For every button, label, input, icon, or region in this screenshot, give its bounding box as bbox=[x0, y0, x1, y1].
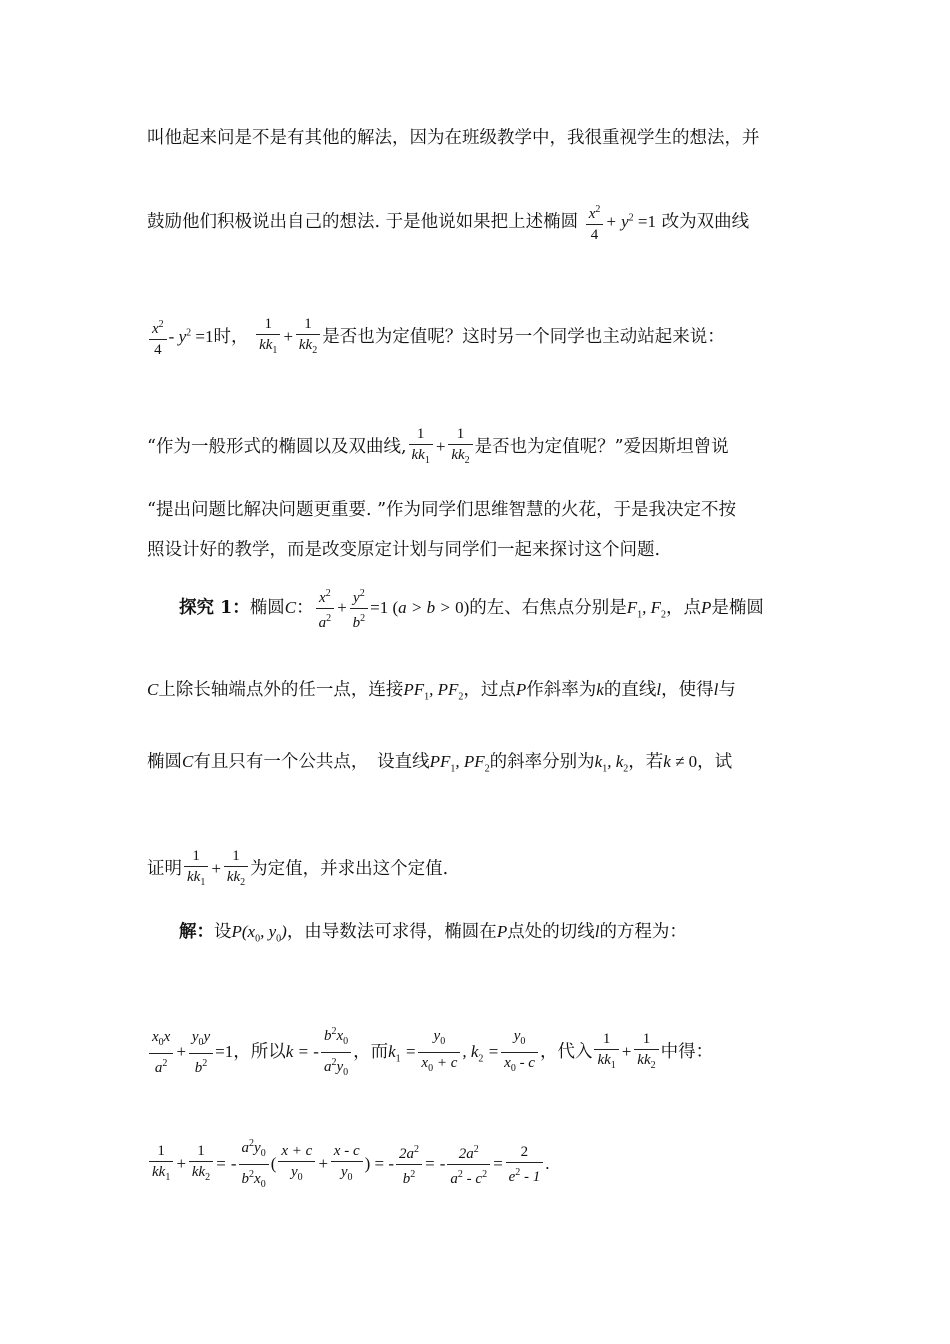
explore-label: 探究 1： bbox=[179, 598, 250, 618]
solution-label: 解： bbox=[179, 922, 214, 942]
paragraph-line-1: 叫他起来问是不是有其他的解法，因为在班级教学中，我很重视学生的想法，并 bbox=[147, 128, 760, 148]
text-run: “作为一般形式的椭圆以及双曲线, bbox=[147, 437, 407, 457]
text-run: 作斜率为 bbox=[526, 680, 597, 700]
text-run: 与 bbox=[718, 680, 736, 700]
formula-fraction: $\frac{2a^2}{a^2 - c^2}$ bbox=[447, 1140, 490, 1189]
paragraph-line-3: $\frac{x^2}{4}$ - $y^2 =1$时， $\frac{1}{kk_1}$ + $\frac{1}{kk_2}$ 是否也为定值呢？这时另一个同学也主动站起来说： bbox=[147, 314, 810, 361]
paragraph-line-5: “提出问题比解决问题更重要. ”作为同学们思维智慧的火花，于是我决定不按 bbox=[147, 500, 737, 520]
text-run: ，由导数法可求得，椭圆在 bbox=[286, 922, 497, 942]
paragraph-line-8: C上除长轴端点外的任一点，连接$PF_1$, $PF_2$，过点P作斜率为k的直线l，使得l与 bbox=[147, 680, 736, 703]
text-run: 是椭圆 bbox=[711, 598, 764, 618]
text-run: ，点 bbox=[666, 598, 702, 618]
paragraph-line-6: 照设计好的教学，而是改变原定计划与同学们一起来探讨这个问题. bbox=[147, 540, 661, 560]
formula-fraction: $\frac{2}{e^2 - 1}$ bbox=[506, 1142, 544, 1187]
formula-fraction: $\frac{1}{kk_2}$ bbox=[634, 1029, 658, 1076]
formula-fraction: $\frac{x - c}{y_0}$ bbox=[331, 1141, 363, 1188]
formula-fraction: $\frac{y_0}{x_0 - c}$ bbox=[501, 1026, 538, 1079]
text-run: 设 bbox=[214, 922, 232, 942]
explore-line: 探究 1：椭圆C： $\frac{x^2}{a^2}$ + $\frac{y^2}{b^2}$ =1 (a > b > 0)的左、右焦点分别是$F_1$, $F_2$，点P是椭圆 bbox=[147, 584, 810, 633]
text-run: 椭圆 bbox=[147, 752, 182, 772]
text-run: 的直线 bbox=[603, 680, 657, 700]
text-run: 改为双曲线 bbox=[661, 212, 750, 232]
formula-fraction: $\frac{2a^2}{b^2}$ bbox=[396, 1140, 422, 1189]
formula-fraction: $\frac{1}{kk_2}$ bbox=[448, 424, 472, 471]
paragraph-line-9: 椭圆C有且只有一个公共点， 设直线$PF_1$, $PF_2$的斜率分别为$k_1$, $k_2$，若k ≠ 0，试 bbox=[147, 752, 733, 775]
text-run: 中得： bbox=[660, 1042, 714, 1062]
formula-fraction: $\frac{x^2}{4}$ bbox=[149, 315, 167, 360]
formula-fraction: $\frac{b^2x_0}{a^2y_0}$ bbox=[321, 1022, 351, 1083]
formula-fraction: $\frac{1}{kk_2}$ bbox=[224, 846, 248, 893]
formula-fraction: $\frac{1}{kk_1}$ bbox=[594, 1029, 618, 1076]
paragraph-line-2: 鼓励他们积极说出自己的想法. 于是他说如果把上述椭圆 $\frac{x^2}{4}$ + $y^2 =1$ 改为双曲线 bbox=[147, 200, 810, 245]
formula-fraction: $\frac{y_0}{x_0 + c}$ bbox=[418, 1026, 460, 1079]
formula-fraction: $\frac{y_0y}{b^2}$ bbox=[189, 1027, 213, 1078]
text-run: 椭圆 bbox=[249, 598, 285, 618]
text-run: 证明 bbox=[147, 859, 182, 879]
text-run: 的左、右焦点分别是 bbox=[469, 598, 627, 618]
formula-fraction: $\frac{1}{kk_1}$ bbox=[256, 314, 280, 361]
text-run: ，使得 bbox=[661, 680, 714, 700]
text-run: ，而 bbox=[353, 1042, 389, 1062]
formula-fraction: $\frac{y^2}{b^2}$ bbox=[350, 584, 369, 633]
formula-fraction: $\frac{1}{kk_1}$ bbox=[409, 424, 433, 471]
formula-fraction: $\frac{1}{kk_2}$ bbox=[189, 1141, 213, 1188]
formula-fraction: $\frac{1}{kk_1}$ bbox=[149, 1141, 173, 1188]
text-run: ，试 bbox=[697, 752, 733, 772]
solution-line: 解：设$P(x_0$, $y_0$)，由导数法可求得，椭圆在P点处的切线l的方程为： bbox=[179, 922, 687, 945]
formula-line-final: $\frac{1}{kk_1}$ + $\frac{1}{kk_2}$ = - $\frac{a^2y_0}{b^2x_0}$ ( $\frac{x + c}{y_0}$ + $\frac{x - c}{y_0}$ ) = - $\frac{2a^2}{b^2}$ = - $\frac{2a^2}{a^2 - c^2}$ = $\frac{2}{e^2 - 1}$ . bbox=[147, 1134, 810, 1195]
formula-fraction: $\frac{x + c}{y_0}$ bbox=[278, 1141, 315, 1188]
formula-fraction: $\frac{x^2}{4}$ bbox=[586, 200, 604, 245]
formula-fraction: $\frac{1}{kk_2}$ bbox=[296, 314, 320, 361]
text-run: 时， bbox=[213, 327, 249, 347]
text-run: 的斜率分别为 bbox=[489, 752, 595, 772]
text-run: 为定值，并求出这个定值. bbox=[250, 859, 449, 879]
paragraph-line-12: $\frac{x_0x}{a^2}$ + $\frac{y_0y}{b^2}$ =1，所以k = - $\frac{b^2x_0}{a^2y_0}$ ，而$k_1$ = $\frac{y_0}{x_0 + c}$ , $k_2$ = $\frac{y_0}{x_0 - c}$ ，代入 $\frac{1}{kk_1}$ + $\frac{1}{kk_2}$ 中得： bbox=[147, 1022, 810, 1083]
text-run: 上除长轴端点外的任一点，连接 bbox=[158, 680, 404, 700]
text-run: ，过点 bbox=[463, 680, 516, 700]
text-run: 鼓励他们积极说出自己的想法. 于是他说如果把上述椭圆 bbox=[147, 212, 579, 232]
formula-fraction: $\frac{x_0x}{a^2}$ bbox=[149, 1027, 173, 1078]
formula-fraction: $\frac{1}{kk_1}$ bbox=[184, 846, 208, 893]
paragraph-line-10: 证明 $\frac{1}{kk_1}$ + $\frac{1}{kk_2}$ 为定值，并求出这个定值. bbox=[147, 846, 810, 893]
text-run: 的方程为： bbox=[599, 922, 687, 942]
formula-fraction: $\frac{x^2}{a^2}$ bbox=[316, 584, 335, 633]
formula-fraction: $\frac{a^2y_0}{b^2x_0}$ bbox=[239, 1134, 269, 1195]
text-run: 点处的切线 bbox=[507, 922, 595, 942]
text-run: 是否也为定值呢？这时另一个同学也主动站起来说： bbox=[322, 327, 725, 347]
text-run: ，所以 bbox=[233, 1042, 286, 1062]
text-run: ，代入 bbox=[539, 1042, 593, 1062]
paragraph-line-4: “作为一般形式的椭圆以及双曲线, $\frac{1}{kk_1}$ + $\frac{1}{kk_2}$ 是否也为定值呢？”爱因斯坦曾说 bbox=[147, 424, 810, 471]
text-run: ，若 bbox=[628, 752, 664, 772]
text-run: 有且只有一个公共点， 设直线 bbox=[193, 752, 430, 772]
text-run: 是否也为定值呢？”爱因斯坦曾说 bbox=[474, 437, 729, 457]
